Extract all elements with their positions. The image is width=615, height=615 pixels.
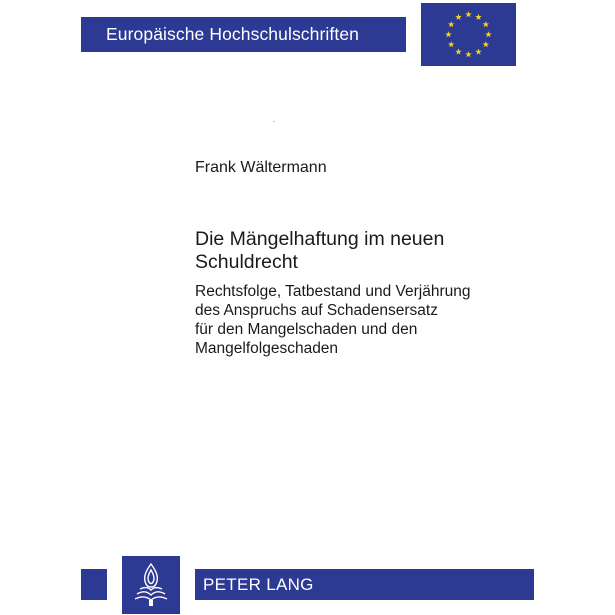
- eu-star-icon: [455, 14, 461, 20]
- eu-star-icon: [445, 31, 451, 37]
- eu-star-icon: [465, 11, 471, 17]
- eu-stars-icon: [421, 3, 516, 66]
- peter-lang-logo-icon: [122, 556, 180, 614]
- series-title: Europäische Hochschulschriften: [106, 24, 359, 44]
- eu-star-icon: [465, 51, 471, 57]
- book-subtitle-line: für den Mangelschaden und den: [195, 321, 418, 338]
- publisher-banner: [195, 569, 534, 600]
- publisher-left-block: [81, 569, 107, 600]
- book-subtitle-line: des Anspruchs auf Schadensersatz: [195, 302, 438, 319]
- book-subtitle-line: Rechtsfolge, Tatbestand und Verjährung: [195, 283, 471, 300]
- book-title-line: Schuldrecht: [195, 251, 298, 273]
- book-subtitle: [195, 282, 505, 358]
- eu-star-icon: [483, 21, 489, 27]
- book-title: [195, 228, 495, 274]
- eu-star-icon: [483, 41, 489, 47]
- eu-star-icon: [485, 31, 491, 37]
- eu-star-icon: [448, 41, 454, 47]
- eu-star-icon: [475, 48, 481, 54]
- publisher-name: PETER LANG: [203, 574, 314, 594]
- book-title-line: Die Mängelhaftung im neuen: [195, 228, 445, 250]
- author-name: Frank Wältermann: [195, 159, 327, 176]
- series-banner: [81, 17, 406, 52]
- speck: [273, 121, 275, 122]
- eu-star-icon: [475, 14, 481, 20]
- book-subtitle-line: Mangelfolgeschaden: [195, 340, 339, 357]
- eu-star-icon: [448, 21, 454, 27]
- eu-star-icon: [455, 48, 461, 54]
